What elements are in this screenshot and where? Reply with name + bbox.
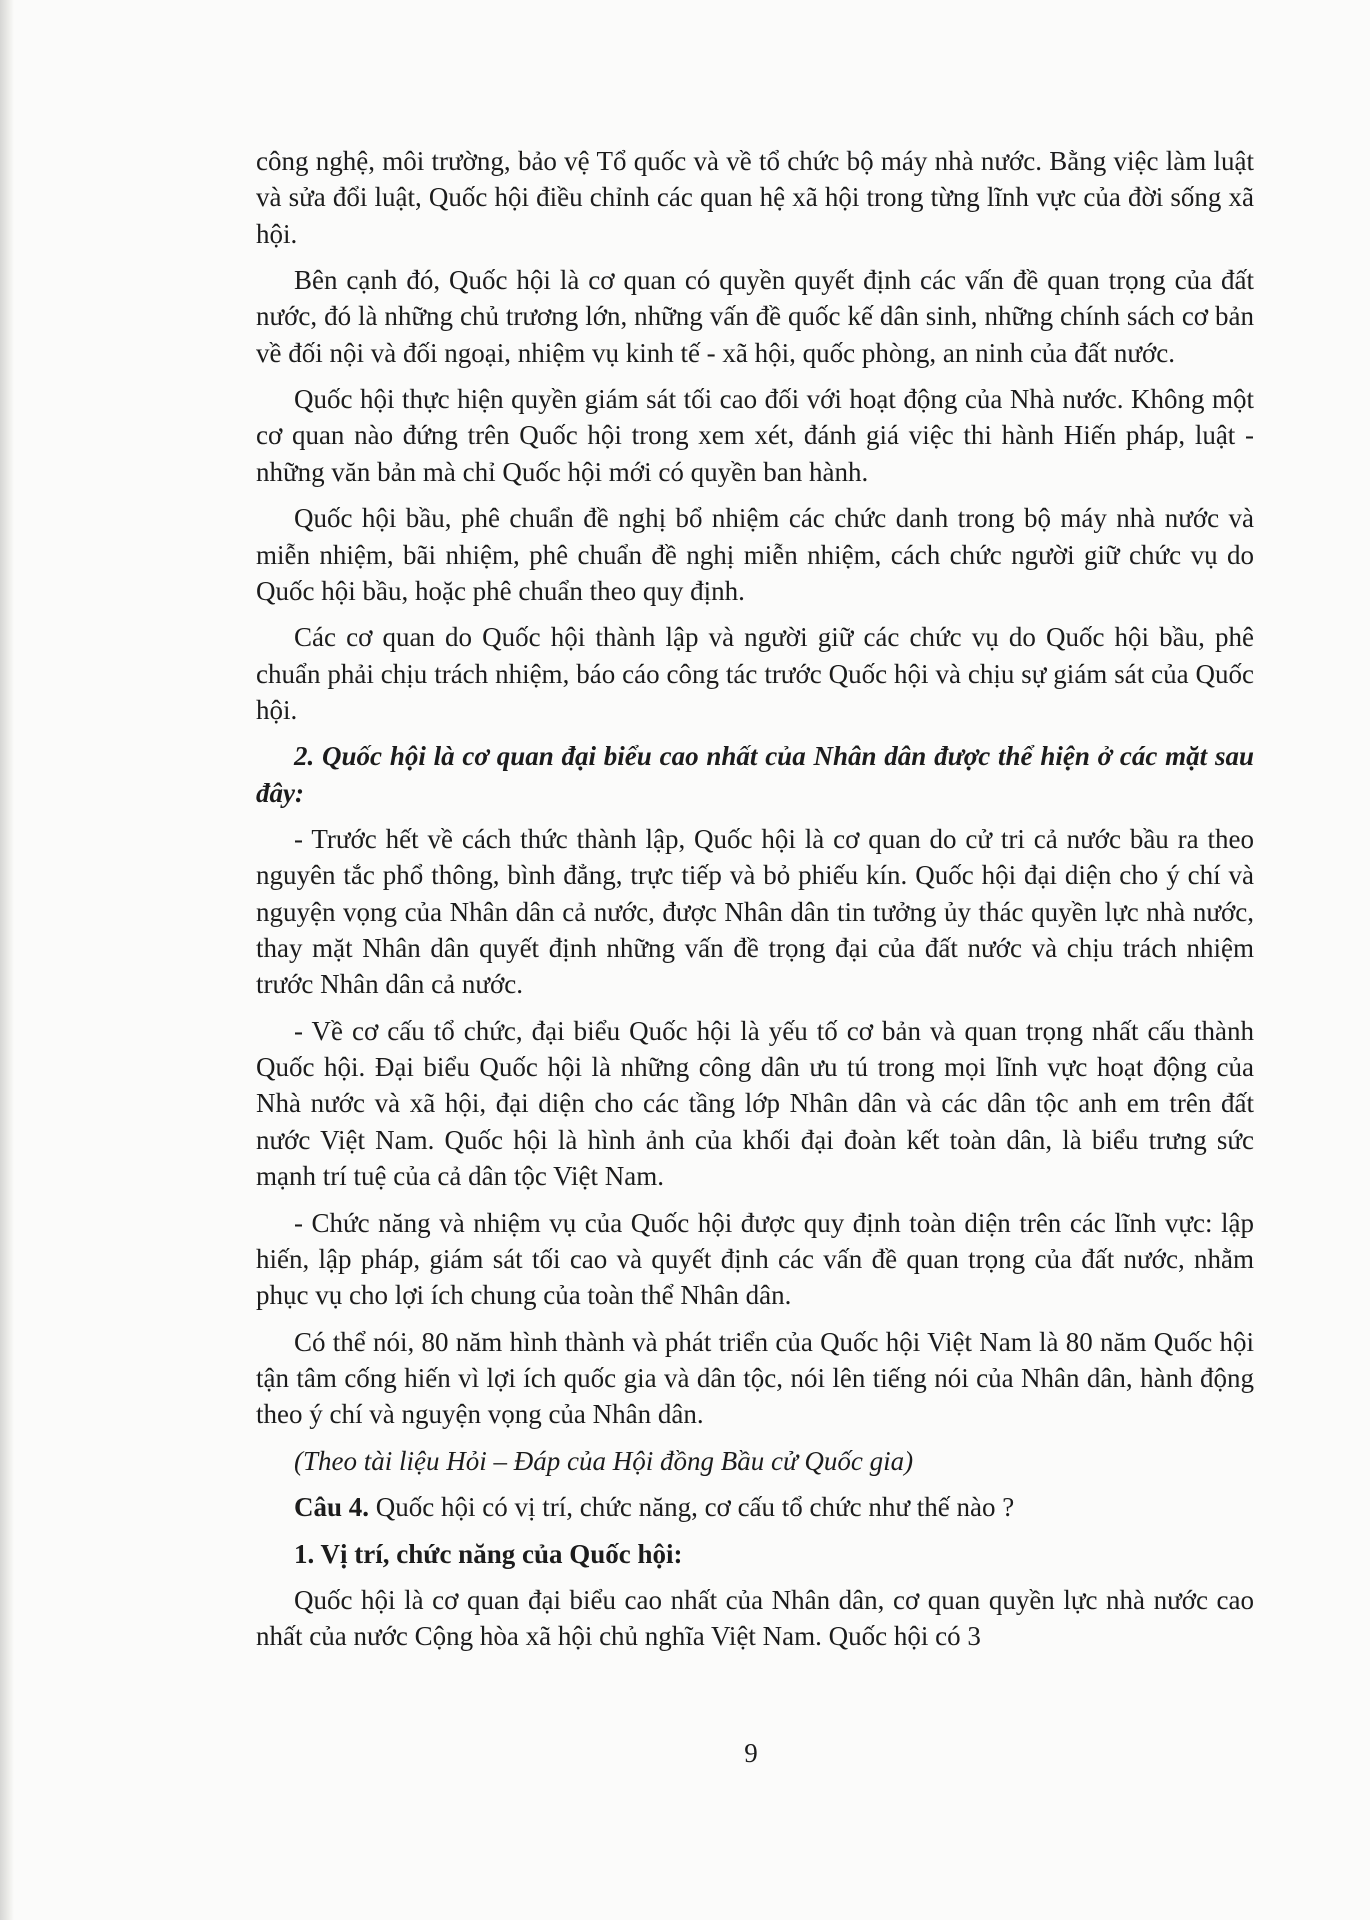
paragraph-accountability: Các cơ quan do Quốc hội thành lập và người giữ các chức vụ do Quốc hội bầu, phê chuẩn phải chịu trách nhiệm, báo cáo công tác trước Quốc hội và chịu sự giám sát của Quốc hội. bbox=[256, 622, 1254, 725]
paragraph-80-years: Có thể nói, 80 năm hình thành và phát triển của Quốc hội Việt Nam là 80 năm Quốc hội tận tâm cống hiến vì lợi ích quốc gia và dân tộc, nói lên tiếng nói của Nhân dân, hành động theo ý chí và nguyện vọng của Nhân dân. bbox=[256, 1326, 1254, 1430]
paragraph-structure: - Về cơ cấu tổ chức, đại biểu Quốc hội là yếu tố cơ bản và quan trọng nhất cấu thành Quốc hội. Đại biểu Quốc hội là những công dân ưu tú trong mọi lĩnh vực hoạt động của Nhà nước và xã hội, đại diện cho các tầng lớp Nhân dân và các dân tộc anh em trên đất nước Việt Nam. Quốc hội là hình ảnh của khối đại đoàn kết toàn dân, là biểu trưng sức mạnh trí tuệ của cả dân tộc Việt Nam. bbox=[256, 1015, 1254, 1192]
subheading-position-function: 1. Vị trí, chức năng của Quốc hội: bbox=[294, 1538, 683, 1569]
question-label: Câu 4. bbox=[294, 1492, 370, 1523]
paragraph-supreme-supervision: Quốc hội thực hiện quyền giám sát tối cao đối với hoạt động của Nhà nước. Không một cơ quan nào đứng trên Quốc hội trong xem xét, đánh giá việc thi hành Hiến pháp, luật - những văn bản mà chỉ Quốc hội mới có quyền ban hành. bbox=[256, 384, 1254, 487]
paragraph-elect-approve: Quốc hội bầu, phê chuẩn đề nghị bổ nhiệm các chức danh trong bộ máy nhà nước và miễn nhiệm, bãi nhiệm, phê chuẩn đề nghị miễn nhiệm, cách chức người giữ chức vụ do Quốc hội bầu, hoặc phê chuẩn theo quy định. bbox=[256, 503, 1254, 606]
paragraph-highest-body: Quốc hội là cơ quan đại biểu cao nhất của Nhân dân, cơ quan quyền lực nhà nước cao nhất của nước Cộng hòa xã hội chủ nghĩa Việt Nam. Quốc hội có 3 bbox=[256, 1585, 1254, 1652]
document-body bbox=[256, 143, 1254, 1665]
question-4 bbox=[256, 1489, 1254, 1525]
paragraph-functions: - Chức năng và nhiệm vụ của Quốc hội được quy định toàn diện trên các lĩnh vực: lập hiến, lập pháp, giám sát tối cao và quyết định các vấn đề quan trọng của đất nước, nhằm phục vụ cho lợi ích chung của toàn thể Nhân dân. bbox=[256, 1207, 1254, 1311]
page-number: 9 bbox=[744, 1738, 758, 1768]
scan-edge-shadow bbox=[0, 0, 14, 1920]
question-text: Quốc hội có vị trí, chức năng, cơ cấu tổ chức như thế nào ? bbox=[369, 1492, 1015, 1523]
paragraph-formation: - Trước hết về cách thức thành lập, Quốc hội là cơ quan do cử tri cả nước bầu ra theo nguyên tắc phổ thông, bình đẳng, trực tiếp và bỏ phiếu kín. Quốc hội đại diện cho ý chí và nguyện vọng của Nhân dân cả nước, được Nhân dân tin tưởng ủy thác quyền lực nhà nước, thay mặt Nhân dân quyết định những vấn đề trọng đại của đất nước và chịu trách nhiệm trước Nhân dân cả nước. bbox=[256, 824, 1254, 1000]
paragraph-decision-powers: Bên cạnh đó, Quốc hội là cơ quan có quyền quyết định các vấn đề quan trọng của đất nước, đó là những chủ trương lớn, những vấn đề quốc kế dân sinh, những chính sách cơ bản về đối nội và đối ngoại, nhiệm vụ kinh tế - xã hội, quốc phòng, an ninh của đất nước. bbox=[256, 265, 1254, 368]
section-heading-representative: 2. Quốc hội là cơ quan đại biểu cao nhất của Nhân dân được thể hiện ở các mặt sau đây: bbox=[256, 741, 1254, 808]
paragraph-continuation: công nghệ, môi trường, bảo vệ Tổ quốc và về tổ chức bộ máy nhà nước. Bằng việc làm luật và sửa đổi luật, Quốc hội điều chỉnh các quan hệ xã hội trong từng lĩnh vực của đời sống xã hội. bbox=[256, 146, 1254, 249]
source-citation: (Theo tài liệu Hỏi – Đáp của Hội đồng Bầu cử Quốc gia) bbox=[294, 1445, 914, 1476]
